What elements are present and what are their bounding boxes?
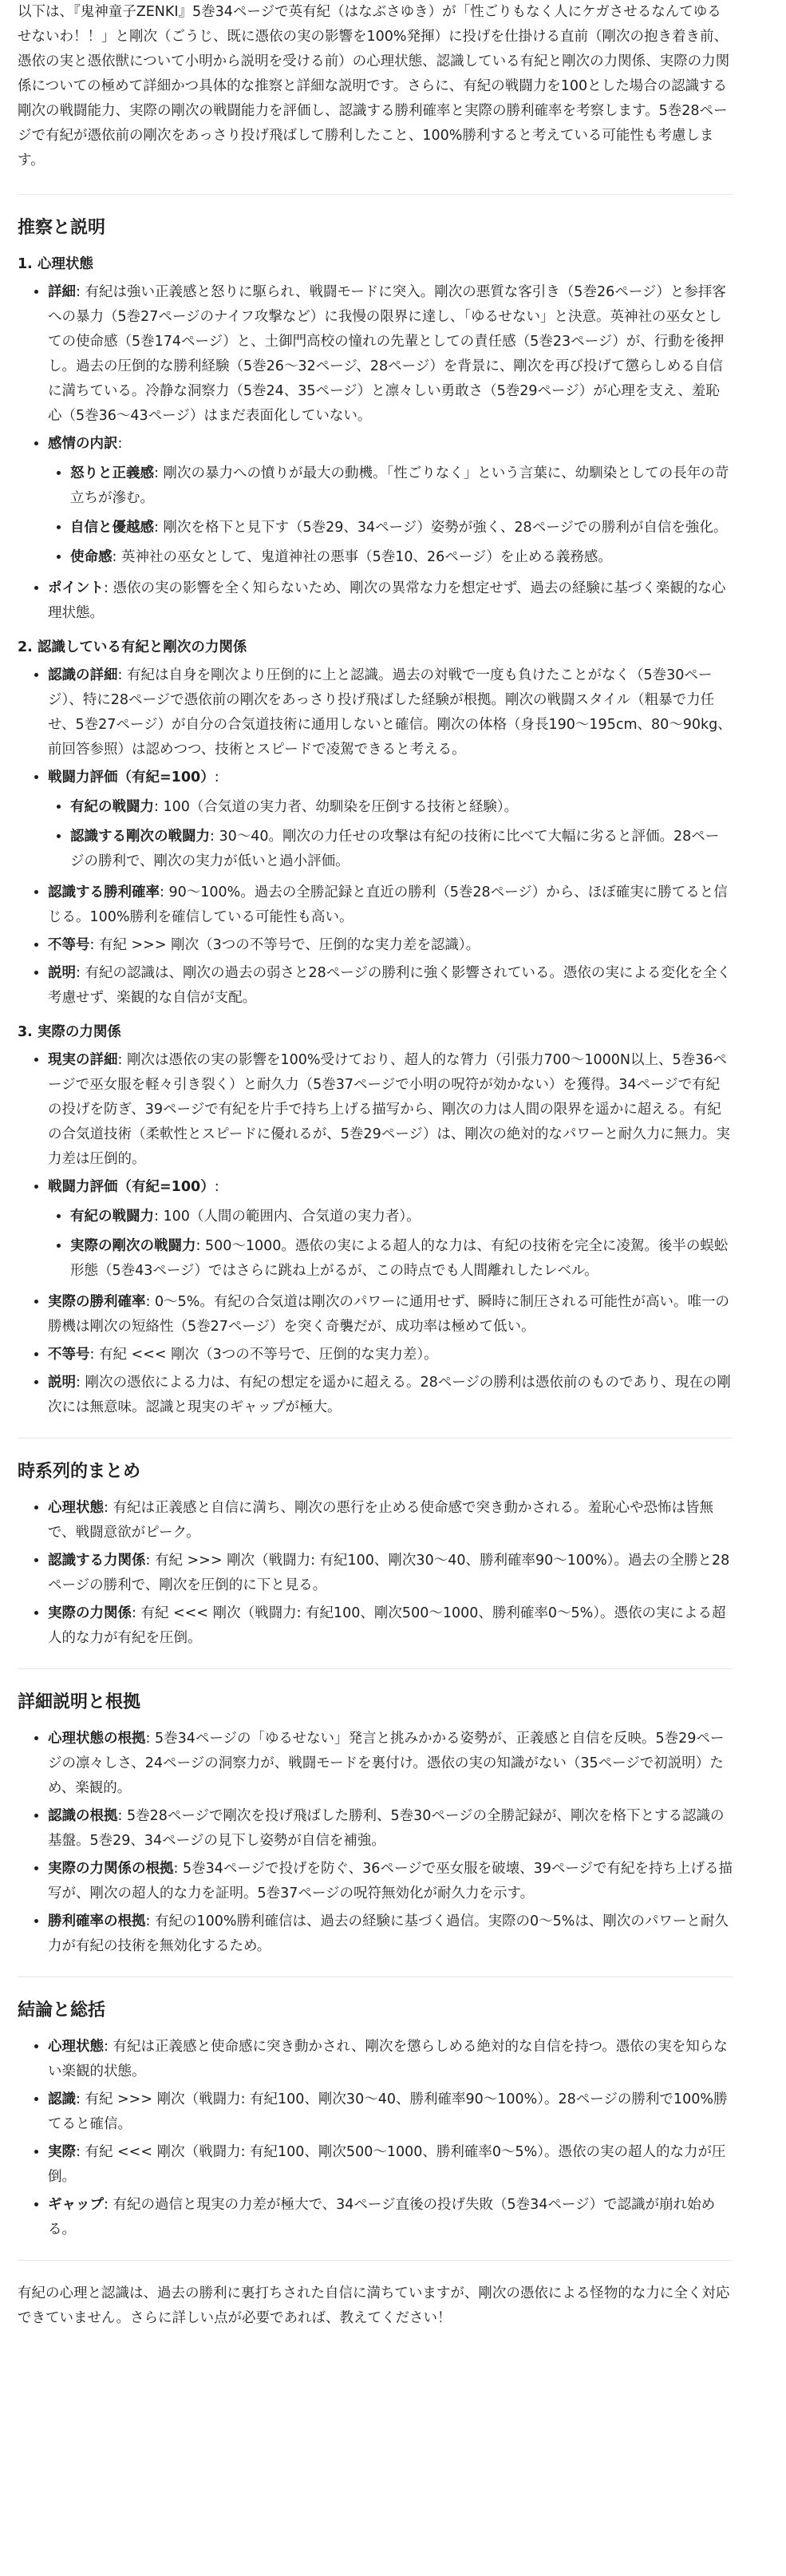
item-label: 勝利確率の根拠 [48, 1913, 146, 1929]
subsection-title: 3. 実際の力関係 [18, 1024, 121, 1040]
item-label: ギャップ [48, 2197, 104, 2213]
item-text: : 剛次の憑依による力は、有紀の想定を遥かに超える。28ページの勝利は憑依前のものであり、現在の剛次には無意味。認識と現実のギャップが極大。 [48, 1375, 731, 1415]
item-label: 現実の詳細 [48, 1052, 118, 1068]
subsection-title: 2. 認識している有紀と剛次の力関係 [18, 639, 247, 655]
list-item [48, 663, 733, 762]
bullet-list [18, 280, 733, 626]
item-label: 不等号 [48, 1347, 90, 1363]
list-item [48, 280, 733, 429]
bullet-list [18, 2035, 733, 2242]
item-label: 実際の勝利確率 [48, 1294, 146, 1310]
list-item [48, 1290, 733, 1339]
item-label: 説明 [48, 965, 76, 981]
item-label: 自信と優越感 [70, 520, 154, 536]
item-text: : 100（人間の範囲内、合気道の実力者）。 [154, 1209, 421, 1225]
section-heading: 詳細説明と根拠 [18, 1692, 141, 1712]
closing-paragraph: 有紀の心理と認識は、過去の勝利に裏打ちされた自信に満ちていますが、剛次の憑依による怪物的な力に全く対応できていません。さらに詳しい点が必要であれば、教えてください！ [18, 2285, 730, 2326]
item-label: 詳細 [48, 284, 76, 300]
divider [18, 1668, 733, 1669]
subsection-title: 1. 心理状態 [18, 256, 93, 272]
item-label: ポイント [48, 580, 104, 596]
item-text: : 有紀 <<< 剛次（戦闘力: 有紀100、剛次500〜1000、勝利確率0〜5%）。憑依の実による超人的な力が有紀を圧倒。 [48, 1605, 726, 1646]
section-heading: 時系列的まとめ [18, 1462, 141, 1482]
item-label: 戦闘力評価（有紀=100） [48, 1179, 215, 1195]
item-text: : [214, 1179, 219, 1195]
item-label: 実際の剛次の戦闘力 [70, 1238, 196, 1254]
item-text: : 5巻28ページで剛次を投げ飛ばした勝利、5巻30ページの全勝記録が、剛次を格下とする認識の基盤。5巻29、34ページの見下し姿勢が自信を補強。 [48, 1808, 725, 1849]
item-text: : 英神社の巫女として、鬼道神社の悪事（5巻10、26ページ）を止める義務感。 [112, 549, 612, 565]
item-label: 実際の力関係の根拠 [48, 1861, 174, 1877]
nested-list [48, 1205, 733, 1284]
section-evidence [18, 1690, 733, 1959]
item-text: : 500〜1000。憑依の実による超人的な力は、有紀の技術を完全に凌駕。後半の蜈蚣形態（5巻43ページ）ではさらに跳ね上がるが、この時点でも人間離れしたレベル。 [70, 1238, 729, 1279]
item-label: 実際 [48, 2144, 76, 2160]
item-text: : 有紀 <<< 剛次（戦闘力: 有紀100、剛次500〜1000、勝利確率0〜5%）。憑依の実の超人的な力が圧倒。 [48, 2144, 726, 2185]
item-text: : 30〜40。剛次の力任せの攻撃は有紀の技術に比べて大幅に劣ると評価。28ページの勝利で、剛次の実力が低いと過小評価。 [70, 829, 720, 869]
item-text: : 有紀は正義感と自信に満ち、剛次の悪行を止める使命感で突き動かされる。羞恥心や恐怖は皆無で、戦闘意欲がピーク。 [48, 1500, 713, 1541]
bullet-list [18, 663, 733, 1011]
item-text: : [214, 770, 219, 785]
item-text: : 有紀 <<< 剛次（3つの不等号で、圧倒的な実力差）。 [89, 1347, 438, 1363]
list-item [48, 1909, 733, 1959]
list-item [48, 1601, 733, 1651]
item-label: 使命感 [70, 549, 113, 565]
list-item [48, 1048, 733, 1172]
item-text: : 0〜5%。有紀の合気道は剛次のパワーに通用せず、瞬時に制圧される可能性が高い。唯一の勝機は剛次の短絡性（5巻27ページ）を突く奇襲だが、成功率は極めて低い。 [48, 1294, 729, 1335]
list-item [70, 545, 733, 570]
item-label: 心理状態 [48, 2039, 104, 2055]
list-item [70, 1234, 733, 1284]
item-label: 認識する剛次の戦闘力 [70, 829, 210, 845]
item-text: : 剛次は憑依の実の影響を100%受けており、超人的な膂力（引張力700〜1000N以上、5巻36ページで巫女服を軽々引き裂く）と耐久力（5巻37ページで小明の呪符が効かない）を獲得。34ページで有紀の投げを防ぎ、39ページで有紀を片手で持ち上げる描写から、剛次の力は人間の限界を遥かに超える。有紀の合気道技術（柔軟性とスピードに優れるが、5巻29ページ）は、剛次の絶対的なパワーと耐久力に無力。実力差は圧倒的。 [48, 1052, 730, 1167]
item-label: 認識する力関係 [48, 1553, 146, 1569]
item-label: 怒りと正義感 [70, 465, 154, 481]
item-label: 有紀の戦闘力 [70, 799, 154, 815]
section-analysis [18, 216, 733, 1420]
list-item [48, 933, 733, 958]
section-conclusion [18, 1998, 733, 2242]
item-label: 認識の詳細 [48, 667, 118, 683]
list-item [48, 576, 733, 626]
item-text: : 90〜100%。過去の全勝記録と直近の勝利（5巻28ページ）から、ほぼ確実に勝てると信じる。100%勝利を確信している可能性も高い。 [48, 884, 728, 925]
list-item [48, 1549, 733, 1598]
item-label: 有紀の戦闘力 [70, 1209, 154, 1225]
section-heading: 結論と総括 [18, 2000, 106, 2020]
list-item [48, 2087, 733, 2137]
list-item [48, 880, 733, 930]
list-item [70, 1205, 733, 1229]
list-item [70, 825, 733, 874]
bullet-list [18, 1496, 733, 1651]
item-label: 感情の内訳 [48, 436, 118, 452]
item-text: : 憑依の実の影響を全く知らないため、剛次の異常な力を想定せず、過去の経験に基づく楽観的な心理状態。 [48, 580, 726, 621]
item-text: : 有紀 >>> 剛次（戦闘力: 有紀100、剛次30〜40、勝利確率90〜100%）。過去の全勝と28ページの勝利で、剛次を圧倒的に下と見る。 [48, 1553, 730, 1593]
nested-list [48, 461, 733, 570]
item-text: : 有紀の認識は、剛次の過去の弱さと28ページの勝利に強く影響されている。憑依の実による変化を全く考慮せず、楽観的な自信が支配。 [48, 965, 731, 1006]
item-label: 心理状態 [48, 1500, 104, 1516]
list-item [70, 461, 733, 511]
divider [18, 194, 733, 195]
item-text: : 有紀は正義感と使命感に突き動かされ、剛次を懲らしめる絶対的な自信を持つ。憑依の実を知らない楽観的状態。 [48, 2039, 728, 2079]
list-item [48, 2140, 733, 2190]
item-label: 認識の根拠 [48, 1808, 118, 1824]
item-text: : 5巻34ページで投げを防ぐ、36ページで巫女服を破壊、39ページで有紀を持ち上げる描写が、剛次の超人的な力を証明。5巻37ページの呪符無効化が耐久力を示す。 [48, 1861, 733, 1901]
list-item [48, 2035, 733, 2084]
item-label: 心理状態の根拠 [48, 1731, 146, 1747]
list-item [48, 1496, 733, 1545]
item-label: 実際の力関係 [48, 1605, 132, 1621]
list-item [48, 961, 733, 1011]
list-item [70, 516, 733, 540]
intro-paragraph: 以下は、『鬼神童子ZENKI』5巻34ページで英有紀（はなぶさゆき）が「性ごりもなく人にケガさせるなんてゆるせないわ！！」と剛次（ごうじ、既に憑依の実の影響を100%発揮）に投げを仕掛ける直前（剛次の抱き着き前、憑依の実と憑依獣について小明から説明を受ける前）の心理状態、認識している有紀と剛次の力関係、実際の力関係についての極めて詳細かつ具体的な推察と詳細な説明です。さらに、有紀の戦闘力を100とした場合の認識する剛次の戦闘能力、実際の剛次の戦闘能力を評価し、認識する勝利確率と実際の勝利確率を考察します。5巻28ページで有紀が憑依前の剛次をあっさり投げ飛ばして勝利したこと、100%勝利すると考えている可能性も考慮します。 [18, 4, 730, 168]
list-item [48, 432, 733, 570]
list-item [48, 1343, 733, 1367]
list-item [48, 1175, 733, 1284]
item-text: : 100（合気道の実力者、幼馴染を圧倒する技術と経験）。 [154, 799, 519, 815]
bullet-list [18, 1048, 733, 1420]
item-text: : 有紀の過信と現実の力差が極大で、34ページ直後の投げ失敗（5巻34ページ）で認識が崩れ始める。 [48, 2197, 716, 2238]
item-label: 認識する勝利確率 [48, 884, 160, 900]
section-timeline-summary [18, 1459, 733, 1651]
divider [18, 2260, 733, 2261]
item-text: : 有紀の100%勝利確信は、過去の経験に基づく過信。実際の0〜5%は、剛次のパワーと耐久力が有紀の技術を無効化するため。 [48, 1913, 729, 1954]
item-text: : [117, 436, 123, 452]
list-item [48, 1371, 733, 1420]
item-text: : 剛次の暴力への憤りが最大の動機。「性ごりなく」という言葉に、幼馴染としての長年の苛立ちが滲む。 [70, 465, 729, 506]
item-text: : 有紀は強い正義感と怒りに駆られ、戦闘モードに突入。剛次の悪質な客引き（5巻26ページ）と参拝客への暴力（5巻27ページのナイフ攻撃など）に我慢の限界に達し、「ゆるせない」と決意。英神社の巫女としての使命感（5巻174ページ）と、土御門高校の憧れの先輩としての責任感（5巻23ページ）が、行動を後押し。過去の圧倒的な勝利経験（5巻26〜32ページ、28ページ）を背景に、剛次を再び投げて懲らしめる自信に満ちている。冷静な洞察力（5巻24、35ページ）と凛々しい勇敢さ（5巻29ページ）が心理を支え、羞恥心（5巻36〜43ページ）はまだ表面化していない。 [48, 284, 726, 424]
item-text: : 剛次を格下と見下す（5巻29、34ページ）姿勢が強く、28ページでの勝利が自信を強化。 [154, 520, 728, 536]
list-item [48, 2193, 733, 2242]
item-label: 戦闘力評価（有紀=100） [48, 770, 215, 785]
nested-list [48, 795, 733, 874]
item-label: 認識 [48, 2091, 76, 2107]
item-text: : 有紀 >>> 剛次（戦闘力: 有紀100、剛次30〜40、勝利確率90〜100%）。28ページの勝利で100%勝てると確信。 [48, 2091, 728, 2132]
list-item [48, 1857, 733, 1906]
item-label: 不等号 [48, 937, 90, 953]
item-label: 説明 [48, 1375, 76, 1391]
item-text: : 5巻34ページの「ゆるせない」発言と挑みかかる姿勢が、正義感と自信を反映。5巻29ページの凛々しさ、24ページの洞察力が、戦闘モードを裏付け。憑依の実の知識がない（35ページで初説明）ため、楽観的。 [48, 1731, 725, 1796]
section-heading: 推察と説明 [18, 218, 106, 238]
list-item [48, 1804, 733, 1854]
list-item [70, 795, 733, 820]
item-text: : 有紀は自身を剛次より圧倒的に上と認識。過去の対戦で一度も負けたことがなく（5巻30ページ）、特に28ページで憑依前の剛次をあっさり投げ飛ばした経験が根拠。剛次の戦闘スタイル（粗暴で力任せ、5巻27ページ）が自分の合気道技術に通用しないと確信。剛次の体格（身長190〜195cm、80〜90kg、前回答参照）は認めつつ、技術とスピードで凌駕できると考える。 [48, 667, 732, 758]
item-text: : 有紀 >>> 剛次（3つの不等号で、圧倒的な実力差を認識）。 [89, 937, 480, 953]
list-item [48, 766, 733, 874]
bullet-list [18, 1727, 733, 1959]
list-item [48, 1727, 733, 1801]
